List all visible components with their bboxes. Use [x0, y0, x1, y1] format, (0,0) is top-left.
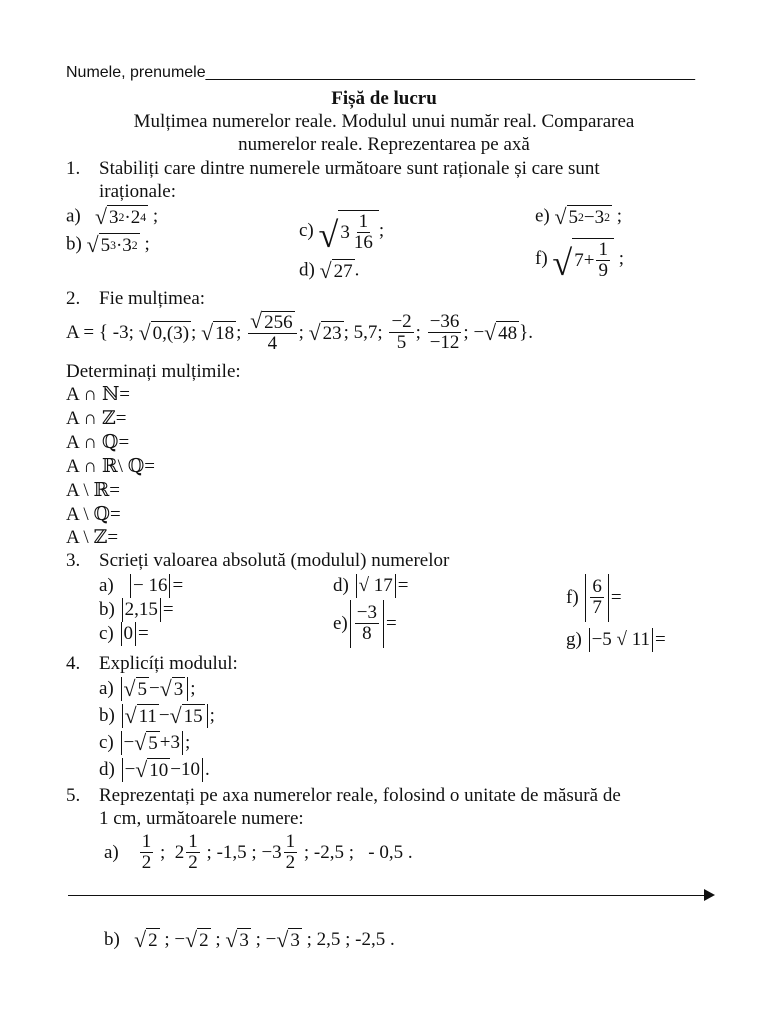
ex1-b-base2: 3 — [122, 235, 132, 256]
ex4-b-r2: 15 — [183, 706, 203, 727]
ex2-number: 2. — [66, 288, 81, 309]
ex1-e-minus: − — [583, 207, 595, 228]
ex3-b-label: b) — [99, 598, 115, 620]
subtitle-line-2: numerelor reale. Reprezentarea pe axă — [238, 134, 530, 155]
ex3-d-label: d) — [333, 574, 349, 596]
ex1-item-e — [535, 205, 622, 229]
ex5-a-f4-num: 1 — [285, 831, 296, 852]
ex2-f3-den: −12 — [429, 331, 460, 353]
subtitle-line-1: Mulțimea numerelor reale. Modulul unui număr real. Compararea — [133, 111, 635, 132]
ex1-b-exp2: 2 — [131, 239, 138, 253]
ex2-sep-1: ; — [191, 321, 197, 343]
ex4-b-r1: 11 — [138, 706, 157, 727]
ex2-r1: 0,(3) — [152, 322, 190, 344]
ex4-number: 4. — [66, 653, 81, 674]
sqrt-icon: √ 0,(3) — [138, 320, 190, 345]
ex2-determine: Determinați mulțimile: — [66, 361, 241, 382]
name-field-label: Numele, prenumele_______________________________________________________ — [66, 64, 696, 81]
ex1-item-d — [299, 259, 359, 283]
ex3-c-val: 0 — [123, 622, 134, 644]
ex1-b-label: b) — [66, 233, 82, 255]
ex5-b-neg-2: − — [265, 929, 277, 950]
ex1-a-label: a) — [66, 205, 81, 227]
ex5-text-line-1: Reprezentați pe axa numerelor reale, folosind o unitate de măsură de — [99, 785, 621, 806]
ex5-b-sep-1: ; — [164, 929, 170, 950]
ex3-b-val: 2,15 — [124, 598, 158, 620]
ex1-e-label: e) — [535, 205, 550, 227]
ex2-set-line: A ∩ ℝ\ ℚ= — [66, 456, 155, 477]
ex4-item-b — [99, 704, 215, 728]
ex1-item-c — [299, 210, 384, 253]
ex1-f-label: f) — [535, 247, 548, 269]
sqrt-icon: √ 256 — [250, 309, 293, 334]
ex3-a-val: − 16 — [133, 574, 168, 596]
ex2-f2-den: 5 — [396, 331, 407, 353]
ex1-a-dot: · — [124, 207, 131, 228]
ex4-item-a — [99, 677, 196, 701]
ex2-set-line: A \ ℚ= — [66, 504, 121, 525]
ex4-b-label: b) — [99, 705, 115, 726]
ex1-c-label: c) — [299, 219, 314, 241]
ex3-number: 3. — [66, 550, 81, 571]
ex4-d-post: −10 — [170, 759, 201, 780]
ex3-d-eq: = — [397, 574, 409, 596]
ex1-e-exp1: 2 — [578, 211, 584, 225]
ex3-item-b — [99, 598, 174, 622]
worksheet-title: Fișă de lucru — [331, 88, 437, 109]
ex1-a-exp2: 4 — [140, 211, 147, 225]
ex5-b-r1: 2 — [148, 930, 158, 951]
ex1-d-label: d) — [299, 259, 315, 281]
ex2-f1-den: 4 — [267, 332, 278, 354]
ex5-a-f2-num: 1 — [188, 831, 198, 852]
ex2-f2-num: −2 — [391, 311, 412, 332]
ex1-a-exp1: 2 — [118, 211, 125, 225]
ex3-g-eq: = — [655, 628, 666, 650]
sqrt-icon: √ 10 — [135, 758, 169, 782]
ex4-d-label: d) — [99, 759, 115, 780]
ex5-b-r1b: 2 — [199, 930, 209, 951]
ex4-d-r1: 10 — [149, 760, 169, 781]
ex3-f-label: f) — [566, 586, 579, 608]
ex1-b-exp1: 3 — [110, 239, 116, 253]
ex3-f-eq: = — [610, 586, 622, 608]
ex5-b-label: b) — [104, 929, 120, 950]
ex3-c-label: c) — [99, 622, 114, 644]
ex5-a-tail: ; -2,5 ; - 0,5 . — [303, 841, 413, 863]
ex3-g-val: −5 √ 11 — [591, 628, 651, 650]
ex5-a-f1-den: 2 — [141, 851, 152, 873]
ex2-sep-3: ; — [298, 321, 304, 343]
sqrt-icon: √ 3 2 · 2 4 — [95, 205, 147, 229]
ex3-e-den: 8 — [362, 623, 372, 645]
ex4-text: Explicíți modulul: — [99, 653, 238, 674]
ex5-a-f2-whole: 2 — [174, 841, 185, 863]
ex3-item-f — [566, 574, 622, 622]
ex2-sep-5: ; — [463, 321, 469, 343]
ex2-set-line: A ∩ ℤ= — [66, 408, 127, 429]
sqrt-icon: √ 7+ $\frac{1}{9}$ — [552, 238, 614, 281]
ex2-f1-rad: 256 — [264, 312, 293, 333]
ex1-c-den: 16 — [353, 231, 373, 253]
ex1-c-whole: 3 — [340, 221, 350, 243]
ex5-a-sep-1: ; — [160, 841, 166, 863]
ex2-sep-2: ; — [236, 321, 242, 343]
sqrt-icon: √ 5 3 · 3 2 — [86, 233, 138, 257]
ex5-item-b — [104, 928, 395, 952]
sqrt-icon: √ 27 — [319, 259, 353, 283]
ex2-neg: − — [473, 321, 485, 343]
ex3-item-d — [333, 574, 408, 598]
ex4-a-r2: 3 — [173, 679, 184, 700]
ex4-c-semi: ; — [184, 732, 191, 753]
ex2-r4: 48 — [498, 322, 518, 344]
ex4-c-r1: 5 — [148, 733, 158, 754]
ex1-a-sep: ; — [152, 205, 159, 227]
sqrt-icon: √ 3 — [159, 677, 184, 701]
ex3-item-c — [99, 622, 149, 646]
sqrt-icon: √ 48 — [484, 320, 518, 345]
ex1-c-num: 1 — [358, 211, 369, 232]
sqrt-icon: √ 3 — [276, 928, 300, 952]
ex4-c-post: +3 — [159, 732, 180, 753]
ex1-b-base1: 5 — [100, 235, 111, 256]
ex4-c-label: c) — [99, 732, 114, 753]
ex1-b-dot: · — [115, 235, 123, 256]
ex5-b-r2: 3 — [239, 930, 249, 951]
ex1-f-num: 1 — [598, 239, 608, 260]
ex4-a-op: − — [149, 678, 160, 699]
ex4-b-semi: ; — [209, 705, 215, 726]
ex4-item-c — [99, 731, 190, 755]
ex2-set-line: A ∩ ℕ= — [66, 384, 130, 405]
ex4-a-semi: ; — [190, 678, 196, 699]
ex1-item-b — [66, 233, 150, 257]
ex1-text-line-2: iraționale: — [99, 181, 177, 202]
ex3-d-val: √ 17 — [358, 574, 393, 596]
ex3-item-e — [333, 600, 397, 648]
ex5-b-tail: ; 2,5 ; -2,5 . — [306, 929, 395, 950]
ex1-f-whole: 7+ — [574, 249, 595, 271]
ex3-e-eq: = — [385, 612, 397, 634]
ex1-b-sep: ; — [144, 233, 150, 255]
ex1-e-base1: 5 — [568, 207, 579, 228]
ex1-e-base2: 3 — [594, 207, 605, 228]
ex1-text-line-1: Stabiliți care dintre numerele următoare sunt raționale și care sunt — [99, 158, 600, 179]
ex4-b-op: − — [158, 705, 170, 726]
ex1-e-sep: ; — [616, 205, 623, 227]
ex1-number: 1. — [66, 158, 81, 179]
sqrt-icon: √ 2 — [134, 928, 158, 952]
ex5-b-r2b: 3 — [290, 930, 300, 951]
ex1-e-exp2: 2 — [604, 211, 611, 225]
ex2-set-line: A \ ℝ= — [66, 480, 120, 501]
ex3-g-label: g) — [566, 628, 582, 650]
ex4-c-pre: − — [123, 732, 135, 753]
sqrt-icon: √ 2 — [185, 928, 209, 952]
ex2-text: Fie mulțimea: — [99, 288, 206, 309]
ex1-item-a — [66, 205, 158, 229]
ex1-f-den: 9 — [598, 259, 608, 281]
ex2-r3: 23 — [322, 322, 342, 344]
ex5-text-line-2: 1 cm, următoarele numere: — [99, 808, 304, 829]
ex1-d-rad: 27 — [333, 261, 353, 282]
ex2-f3-num: −36 — [429, 311, 460, 332]
ex2-sep-4: ; — [415, 321, 421, 343]
sqrt-icon: √ 3 — [225, 928, 249, 952]
ex3-a-eq: = — [172, 574, 184, 596]
ex3-item-g — [566, 628, 666, 652]
ex2-mid: ; 5,7; — [343, 321, 383, 343]
ex5-a-label: a) — [104, 841, 119, 863]
ex4-a-label: a) — [99, 678, 114, 699]
ex5-a-f4-whole: −3 — [261, 841, 282, 863]
ex4-d-pre: − — [124, 759, 136, 780]
sqrt-icon: √ 3 $\frac{1}{16}$ — [319, 210, 379, 253]
sqrt-icon: √ 5 2 − 3 2 — [554, 205, 611, 229]
ex5-b-sep-3: ; — [255, 929, 261, 950]
sqrt-icon: √ 15 — [169, 704, 203, 728]
ex5-a-v3: ; -1,5 ; — [206, 841, 257, 863]
ex5-a-f4-den: 2 — [285, 851, 296, 873]
ex2-set-open: A = { -3; — [66, 321, 134, 343]
ex3-b-eq: = — [162, 598, 174, 620]
ex1-c-sep: ; — [378, 219, 385, 241]
ex3-a-label: a) — [99, 574, 114, 596]
ex2-set-line: A \ ℤ= — [66, 527, 119, 548]
ex2-set-line: A ∩ ℚ= — [66, 432, 130, 453]
ex1-a-base1: 3 — [109, 207, 119, 228]
ex4-d-dot: . — [205, 759, 210, 780]
ex3-e-num: −3 — [356, 602, 377, 624]
ex5-b-sep-2: ; — [215, 929, 221, 950]
number-axis-line — [68, 895, 706, 896]
ex3-e-label: e) — [333, 612, 348, 634]
sqrt-icon: √ 18 — [201, 320, 235, 345]
ex1-d-tail: . — [354, 259, 360, 281]
ex1-f-sep: ; — [618, 247, 624, 269]
ex2-set-definition — [66, 311, 533, 354]
sqrt-icon: √ 5 — [123, 677, 148, 701]
ex5-number: 5. — [66, 785, 81, 806]
ex5-a-f1-num: 1 — [141, 831, 152, 852]
ex4-a-r1: 5 — [137, 679, 148, 700]
ex5-b-neg-1: − — [174, 929, 186, 950]
ex5-a-f2-den: 2 — [188, 851, 198, 873]
arrow-right-icon — [704, 889, 715, 901]
ex5-item-a — [104, 832, 413, 873]
ex3-f-den: 7 — [592, 597, 602, 619]
ex1-a-base2: 2 — [130, 207, 141, 228]
ex3-c-eq: = — [138, 622, 149, 644]
ex3-f-num: 6 — [592, 576, 602, 598]
sqrt-icon: √ 23 — [308, 320, 342, 345]
ex4-item-d — [99, 758, 210, 782]
ex3-text: Scrieți valoarea absolută (modulul) numerelor — [99, 550, 450, 571]
ex1-item-f — [535, 238, 624, 281]
ex2-close: }. — [519, 321, 534, 343]
sqrt-icon: √ 5 — [134, 731, 158, 755]
sqrt-icon: √ 11 — [124, 704, 157, 728]
ex3-item-a — [99, 574, 183, 598]
ex2-r2: 18 — [215, 322, 235, 344]
